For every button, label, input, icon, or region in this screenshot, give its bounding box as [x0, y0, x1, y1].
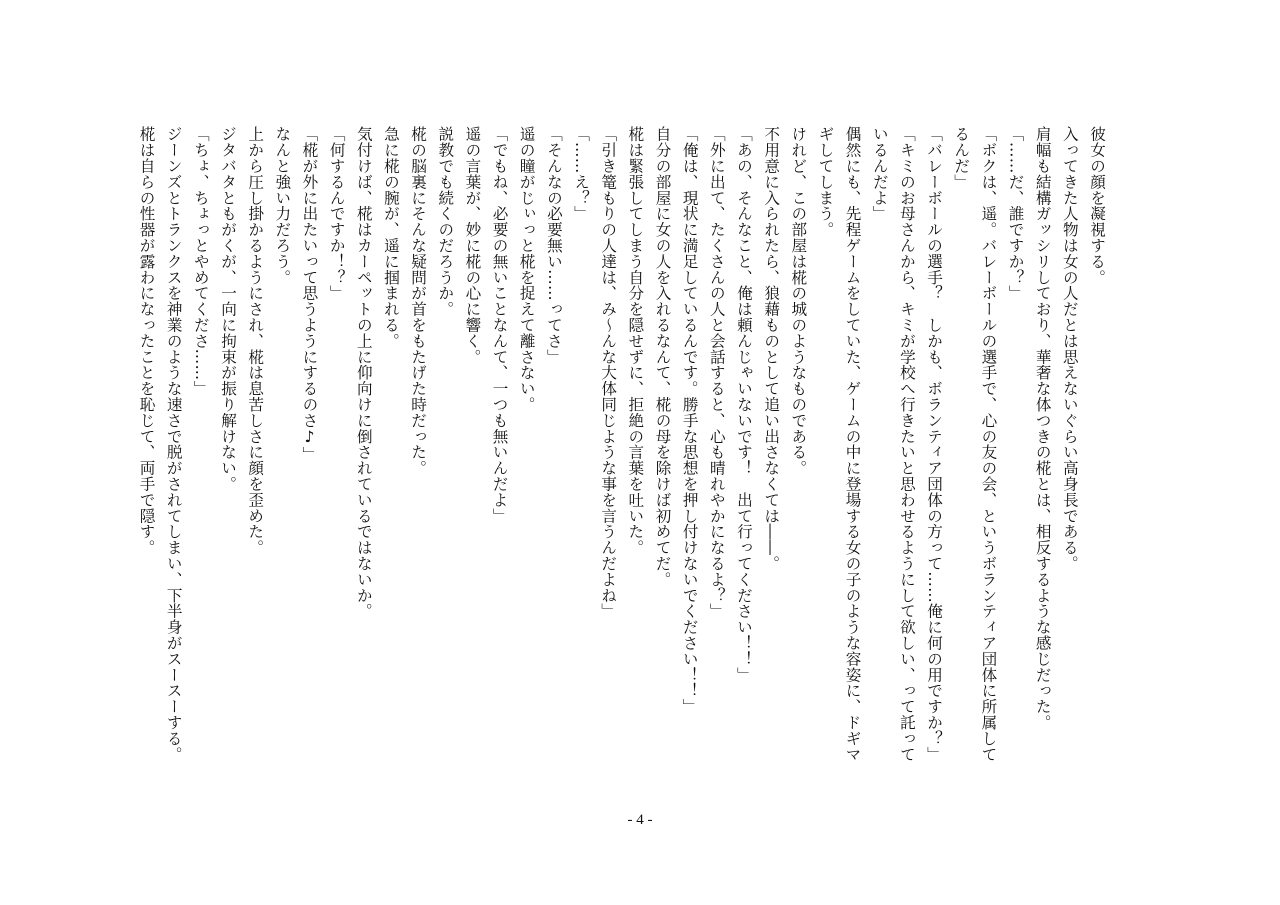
text-line: 偶然にも、先程ゲームをしていた、ゲームの中に登場する女の子のような容姿に、ドギマ [843, 126, 862, 762]
text-line: 急に椛の腕が、遥に掴まれる。 [381, 126, 400, 349]
text-line: 彼女の顔を凝視する。 [1088, 126, 1106, 285]
text-line: 「そんなの必要無い……ってさ」 [544, 126, 563, 365]
text-line: 入ってきた人物は女の人だとは思えないぐらい高身長である。 [1060, 126, 1079, 572]
text-line: 自分の部屋に女の人を入れるなんて、椛の母を除けば初めてだ。 [653, 126, 672, 588]
text-line: ギしてしまう。 [816, 126, 835, 238]
text-line: 説教でも続くのだろうか。 [436, 126, 455, 317]
text-line: 「でもね、必要の無いことなんて、一つも無いんだよ」 [490, 126, 509, 524]
text-line: 「……だ、誰ですか？」 [1006, 126, 1025, 301]
text-line: るんだ」 [952, 126, 971, 190]
text-line: 「何するんですか！？」 [327, 126, 346, 301]
text-line: 「外に出て、たくさんの人と会話すると、心も晴れやかになるよ？」 [707, 126, 726, 619]
text-line: 遥の瞳がじぃっと椛を捉えて離さない。 [517, 126, 536, 413]
text-line: 「引き篭もりの人達は、み～んな大体同じような事を言うんだよね」 [599, 126, 618, 619]
page-number: - 4 - [627, 812, 653, 828]
text-line: 遥の言葉が、妙に椛の心に響く。 [463, 126, 482, 365]
text-line: 不用意に入られたら、狼藉ものとして追い出さなくては――。 [762, 126, 781, 572]
text-line: 椛の脳裏にそんな疑問が首をもたげた時だった。 [409, 126, 428, 476]
text-line: 肩幅も結構ガッシリしており、華奢な体つきの椛とは、相反するような感じだった。 [1033, 126, 1052, 731]
text-line: 椛は緊張してしまう自分を隠せずに、拒絶の言葉を吐いた。 [626, 126, 645, 556]
text-line: なんと強い力だろう。 [273, 126, 292, 285]
text-line: 椛は自らの性器が露わになったことを恥じて、両手で隠す。 [137, 126, 156, 556]
text-line: 「……え？」 [572, 126, 591, 222]
text-line: 気付けば、椛はカーペットの上に仰向けに倒されているではないか。 [354, 126, 373, 619]
text-line: 上から圧し掛かるようにされ、椛は息苦しさに顔を歪めた。 [246, 126, 265, 556]
text-line: 「キミのお母さんから、キミが学校へ行きたいと思わせるようにして欲しい、って託って [897, 126, 916, 762]
vertical-text-body [132, 126, 1110, 766]
text-line: 「あの、そんなこと、俺は頼んじゃいないです！ 出て行ってください！！」 [734, 126, 753, 683]
text-line: 「バレーボールの選手？ しかも、ボランティア団体の方って……俺に何の用ですか？」 [925, 126, 944, 762]
text-line: 「ボクは、遥。バレーボールの選手で、心の友の会、というボランティア団体に所属して [979, 126, 998, 762]
text-line: けれど、この部屋は椛の城のようなものである。 [789, 126, 808, 476]
text-line: 「椛が外に出たいって思うようにするのさ♪」 [300, 126, 319, 463]
text-line: いるんだよ」 [870, 126, 889, 222]
text-line: ジーンズとトランクスを神業のような速さで脱がされてしまい、下半身がスースーする。 [164, 126, 183, 762]
text-line: ジタバタともがくが、一向に拘束が振り解けない。 [219, 126, 237, 492]
text-line: 「俺は、現状に満足しているんです。勝手な思想を押し付けないでください！！」 [680, 126, 699, 715]
text-line: 「ちょ、ちょっとやめてくださ……」 [191, 126, 210, 397]
